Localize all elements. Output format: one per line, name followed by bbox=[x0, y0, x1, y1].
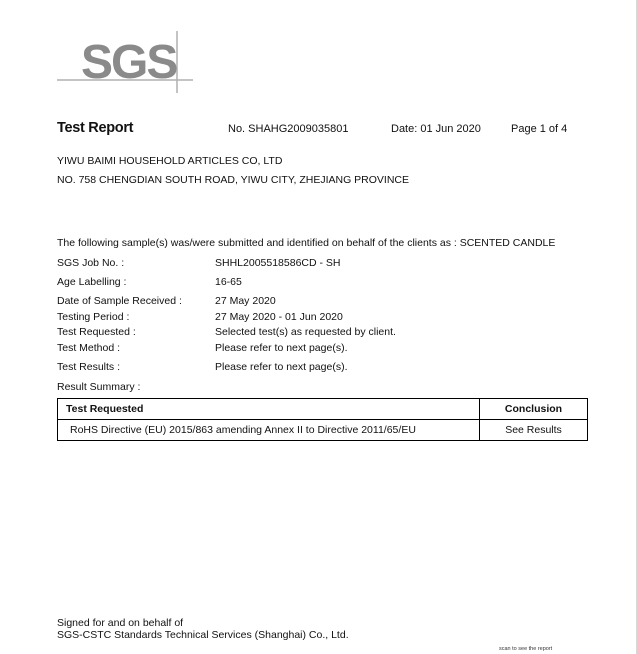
field-value: 27 May 2020 - 01 Jun 2020 bbox=[215, 311, 343, 323]
field-value: 27 May 2020 bbox=[215, 295, 276, 307]
signature-line-1: Signed for and on behalf of bbox=[57, 617, 184, 629]
signature-line-2: SGS-CSTC Standards Technical Services (Shanghai) Co., Ltd. bbox=[57, 629, 349, 641]
field-label: Test Requested : bbox=[57, 326, 136, 338]
field-value: SHHL2005518586CD - SH bbox=[215, 257, 341, 269]
field-label: Age Labelling : bbox=[57, 276, 127, 288]
column-header: Test Requested bbox=[58, 399, 480, 420]
field-label: Testing Period : bbox=[57, 311, 130, 323]
table-cell: RoHS Directive (EU) 2015/863 amending Annex II to Directive 2011/65/EU bbox=[58, 420, 480, 441]
table-cell: See Results bbox=[480, 420, 588, 441]
report-number: No. SHAHG2009035801 bbox=[228, 123, 349, 135]
result-summary-table bbox=[57, 398, 588, 441]
field-value: 16-65 bbox=[215, 276, 242, 288]
client-address: NO. 758 CHENGDIAN SOUTH ROAD, YIWU CITY, ZHEJIANG PROVINCE bbox=[57, 174, 410, 186]
report-date: Date: 01 Jun 2020 bbox=[391, 123, 481, 135]
field-label: Date of Sample Received : bbox=[57, 295, 182, 307]
report-title: Test Report bbox=[57, 120, 134, 136]
field-label: Test Method : bbox=[57, 342, 121, 354]
field-value: Selected test(s) as requested by client. bbox=[215, 326, 396, 338]
scan-note: scan to see the report bbox=[499, 646, 553, 652]
sgs-logo bbox=[57, 27, 193, 93]
table-header-row bbox=[58, 399, 588, 420]
table-row bbox=[58, 420, 588, 441]
field-value: Please refer to next page(s). bbox=[215, 361, 348, 373]
result-summary-label: Result Summary : bbox=[57, 381, 141, 393]
field-value: Please refer to next page(s). bbox=[215, 342, 348, 354]
page-number: Page 1 of 4 bbox=[511, 123, 568, 135]
client-name: YIWU BAIMI HOUSEHOLD ARTICLES CO, LTD bbox=[57, 155, 283, 167]
sample-intro: The following sample(s) was/were submitted and identified on behalf of the clients as : SCENTED CANDLE bbox=[57, 237, 556, 249]
field-label: SGS Job No. : bbox=[57, 257, 125, 269]
column-header: Conclusion bbox=[480, 399, 588, 420]
field-label: Test Results : bbox=[57, 361, 121, 373]
svg-text:SGS: SGS bbox=[81, 36, 177, 89]
